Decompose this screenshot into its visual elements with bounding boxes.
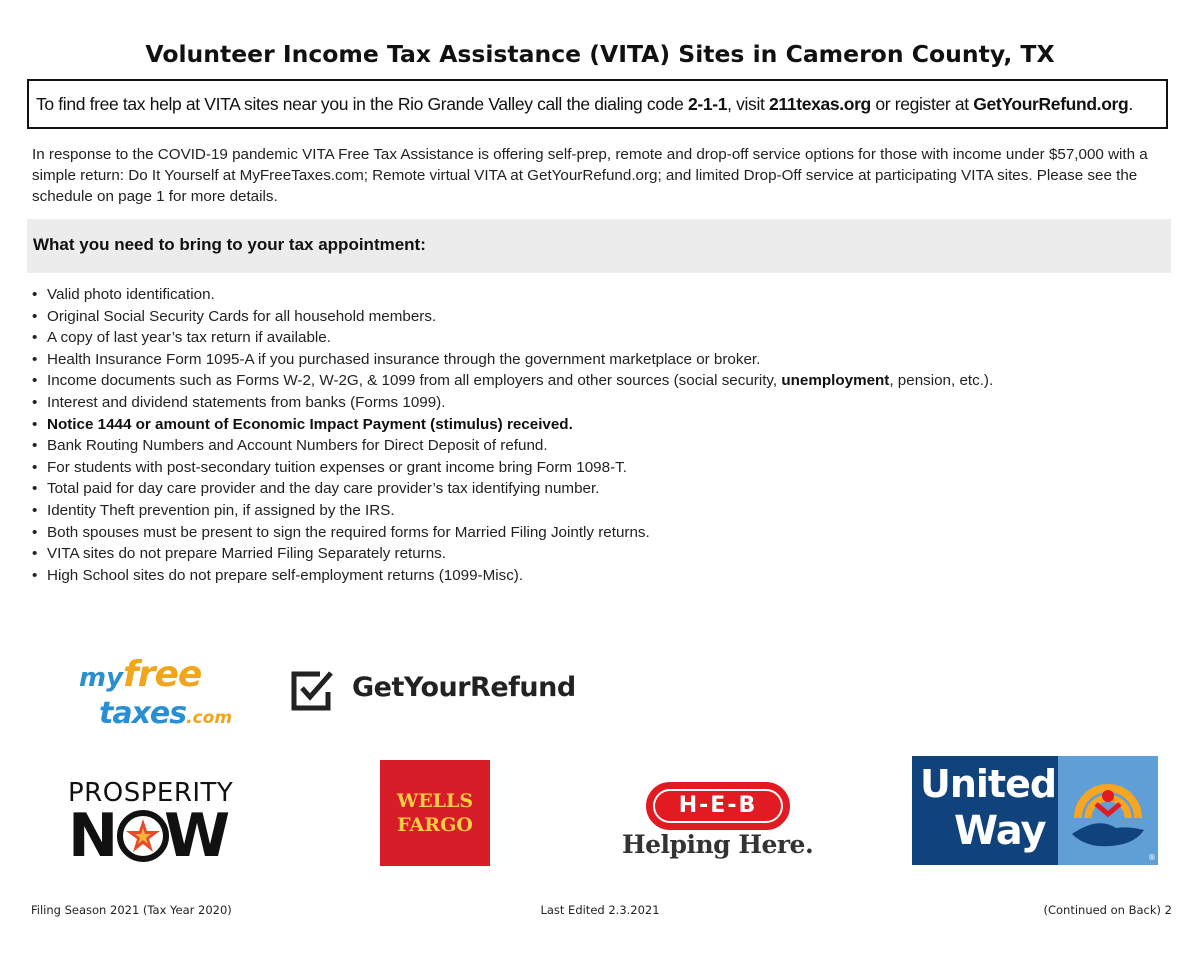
info-box	[27, 79, 1168, 129]
bullet-dot: •	[32, 458, 38, 476]
footer-left: Filing Season 2021 (Tax Year 2020)	[31, 903, 232, 917]
bullet-dot: •	[32, 545, 38, 563]
rainbow-hand-icon	[1058, 756, 1158, 865]
logo-text-com: .com	[186, 708, 233, 728]
logo-text-wells: WELLS	[396, 790, 474, 812]
bullet-dot: •	[32, 393, 38, 411]
checklist	[32, 284, 1172, 586]
list-item	[32, 522, 1172, 544]
logo-text-n: N	[68, 801, 119, 871]
list-item-text: Both spouses must be present to sign the required forms for Married Filing Jointly returns.	[47, 523, 650, 541]
info-text-register: or register at	[870, 94, 974, 114]
bullet-dot: •	[32, 286, 38, 303]
star-o-icon	[117, 810, 169, 862]
list-item	[32, 478, 1172, 500]
list-item-text: For students with post-secondary tuition expenses or grant income bring Form 1098-T.	[47, 458, 627, 476]
list-item-text: , pension, etc.).	[889, 372, 994, 390]
list-item-text: A copy of last year’s tax return if available.	[47, 329, 331, 347]
united-way-emblem-panel	[1058, 756, 1158, 865]
logo-text-my: my	[79, 663, 124, 693]
bullet-dot: •	[32, 372, 38, 390]
bullet-dot: •	[32, 437, 38, 455]
bullet-dot: •	[32, 501, 38, 519]
heb-logo	[622, 782, 822, 868]
list-item	[32, 327, 1172, 349]
bullet-dot: •	[32, 480, 38, 498]
list-item	[32, 284, 1172, 306]
site-211texas[interactable]: 211texas.org	[769, 94, 871, 114]
logo-text-taxes: taxes	[99, 696, 187, 731]
logo-text-w: W	[164, 801, 231, 871]
heb-pill	[646, 782, 790, 830]
list-item-text: Original Social Security Cards for all household members.	[47, 307, 437, 325]
list-item	[32, 349, 1172, 371]
logo-text-way: Way	[954, 808, 1046, 854]
list-item-text: Income documents such as Forms W-2, W-2G, & 1099 from all employers and other sources (social security,	[47, 372, 782, 390]
list-item-text: VITA sites do not prepare Married Filing Separately returns.	[47, 545, 446, 563]
svg-text:®: ®	[1148, 853, 1156, 862]
covid-paragraph: In response to the COVID-19 pandemic VITA Free Tax Assistance is offering self-prep, remote and drop-off service options for those with income under $57,000 with a simple return: Do It Yourself at MyFreeTaxes.com; Remote virtual VITA at GetYourRefund.org; and limited Drop-Off service at participating VITA sites. Please see the schedule on page 1 for more details.	[32, 146, 1148, 205]
myfreetaxes-logo	[55, 628, 253, 758]
list-item	[32, 306, 1172, 328]
logo-text: GetYourRefund	[352, 672, 576, 703]
logo-text-fargo: FARGO	[397, 814, 473, 836]
list-item-text: Identity Theft prevention pin, if assigned by the IRS.	[47, 501, 395, 519]
bullet-dot: •	[32, 350, 38, 368]
list-item	[32, 543, 1172, 565]
list-item-text: Notice 1444 or amount of Economic Impact Payment (stimulus) received.	[47, 415, 573, 433]
info-text-visit: , visit	[727, 94, 770, 114]
footer-center: Last Edited 2.3.2021	[540, 903, 660, 917]
prosperity-now-logo	[68, 776, 252, 871]
footer-right: (Continued on Back) 2	[1043, 903, 1172, 917]
site-getyourrefund[interactable]: GetYourRefund.org	[973, 94, 1129, 114]
list-item	[32, 414, 1172, 436]
info-text-end: .	[1128, 94, 1133, 114]
list-item-text: High School sites do not prepare self-employment returns (1099-Misc).	[47, 566, 524, 584]
bullet-dot: •	[32, 566, 38, 584]
list-item-text: Total paid for day care provider and the day care provider’s tax identifying number.	[47, 480, 600, 498]
list-item-text: Health Insurance Form 1095-A if you purchased insurance through the government marketplace or broker.	[47, 350, 761, 368]
list-item	[32, 457, 1172, 479]
list-item	[32, 392, 1172, 414]
info-text: To find free tax help at VITA sites near you in the Rio Grande Valley call the dialing code	[36, 94, 688, 114]
list-item	[32, 435, 1172, 457]
logo-text-free: free	[123, 654, 202, 695]
checkbox-icon	[290, 668, 336, 714]
logo-text-heb: H-E-B	[653, 789, 783, 823]
wells-fargo-logo	[380, 760, 490, 866]
logo-text-united: United	[920, 762, 1057, 806]
united-way-blue-panel	[912, 756, 1058, 865]
list-item	[32, 370, 1172, 392]
list-item	[32, 565, 1172, 587]
bullet-dot: •	[32, 415, 38, 433]
list-item-text: Valid photo identification.	[47, 286, 215, 303]
united-way-logo	[912, 756, 1158, 865]
logo-text-tagline: Helping Here.	[622, 830, 814, 859]
need-heading: What you need to bring to your tax appointment:	[27, 219, 1171, 273]
getyourrefund-logo	[290, 668, 580, 714]
list-item-text: Interest and dividend statements from banks (Forms 1099).	[47, 393, 446, 411]
bullet-dot: •	[32, 329, 38, 347]
page-title: Volunteer Income Tax Assistance (VITA) Sites in Cameron County, TX	[145, 40, 1055, 68]
logo-text-top: PROSPERITY	[68, 778, 234, 808]
list-item	[32, 500, 1172, 522]
bullet-dot: •	[32, 307, 38, 325]
bullet-dot: •	[32, 523, 38, 541]
list-item-text: Bank Routing Numbers and Account Numbers for Direct Deposit of refund.	[47, 437, 548, 455]
dial-code: 2-1-1	[687, 94, 728, 114]
list-item-emphasis: unemployment	[781, 372, 890, 390]
